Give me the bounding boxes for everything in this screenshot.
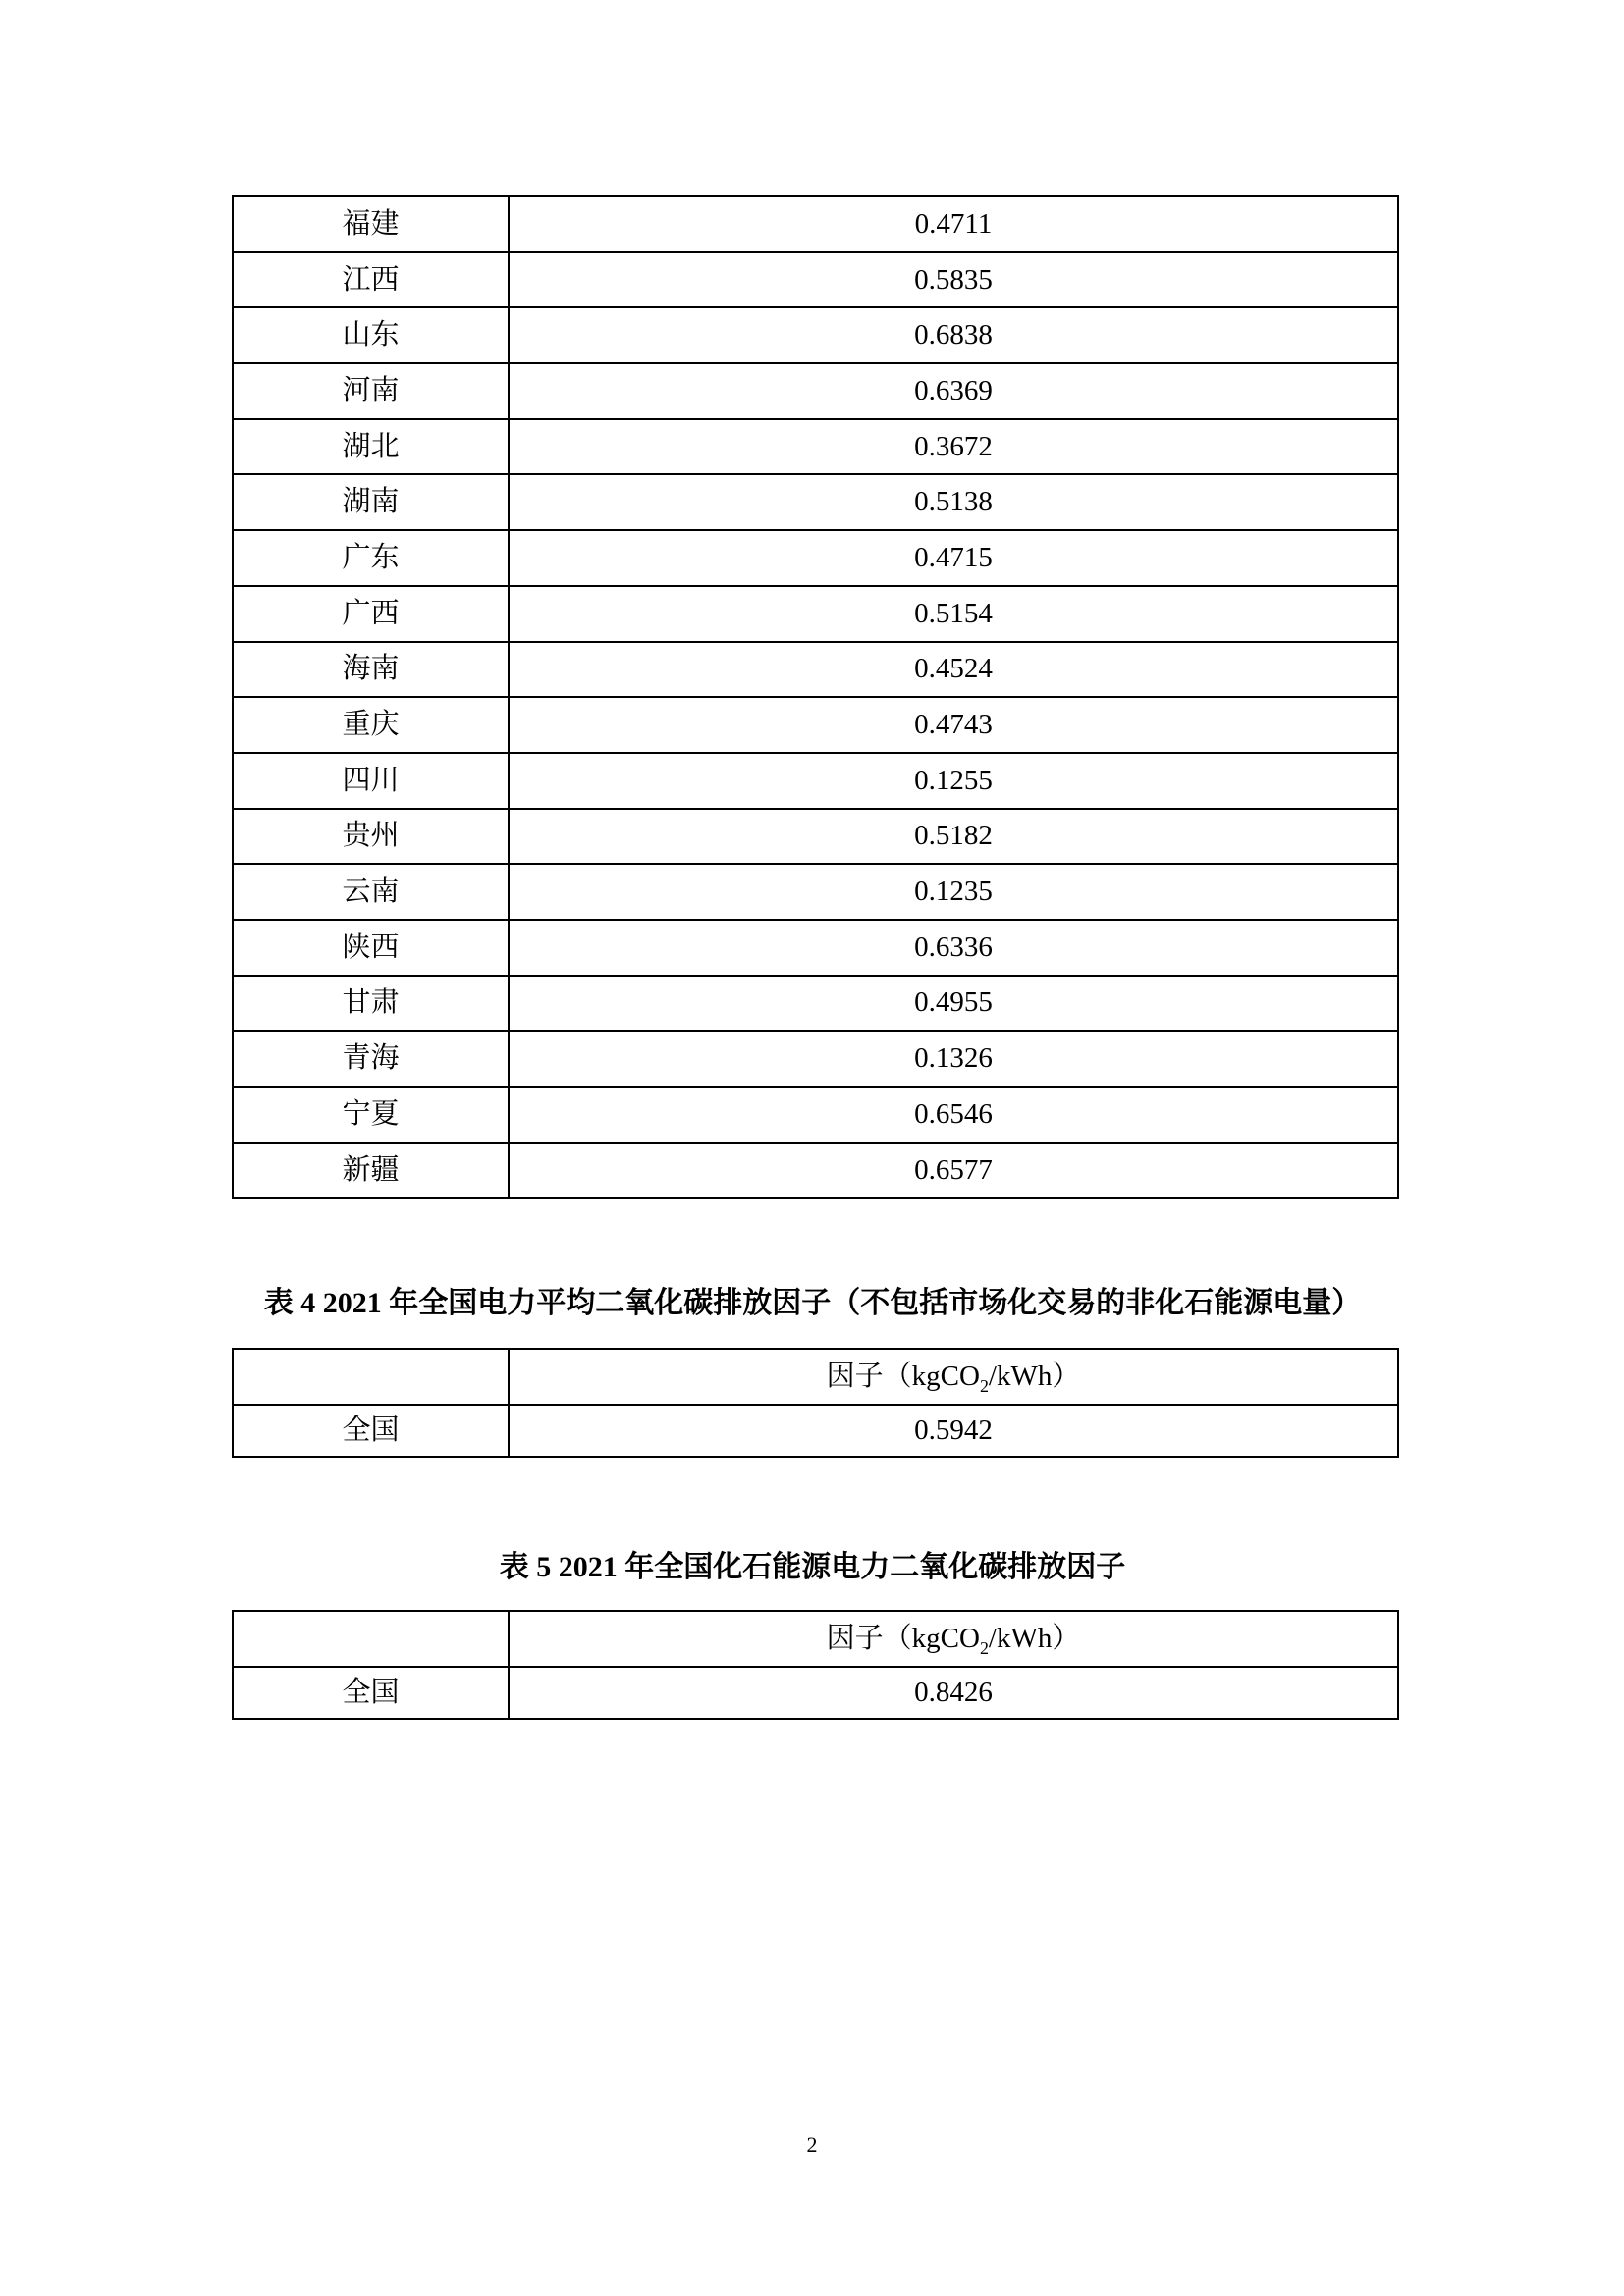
province-name: 新疆	[233, 1143, 509, 1199]
province-name: 江西	[233, 252, 509, 308]
factor-value: 0.4715	[509, 530, 1398, 586]
table-row	[233, 474, 1398, 530]
province-name: 广东	[233, 530, 509, 586]
factor-value: 0.4955	[509, 976, 1398, 1032]
table-row	[233, 920, 1398, 976]
factor-unit-header	[509, 1349, 1398, 1405]
factor-header-pre: 因子（kgCO	[826, 1623, 980, 1654]
factor-value: 0.4743	[509, 697, 1398, 753]
table-row	[233, 1667, 1398, 1719]
table-row	[233, 1405, 1398, 1457]
table-row	[233, 530, 1398, 586]
empty-corner-cell	[233, 1349, 509, 1405]
table-row	[233, 1087, 1398, 1143]
factor-header-post: /kWh）	[988, 1623, 1081, 1654]
factor-value: 0.6369	[509, 363, 1398, 419]
co2-subscript: 2	[979, 1375, 989, 1396]
table-row	[233, 252, 1398, 308]
province-name: 重庆	[233, 697, 509, 753]
province-name: 海南	[233, 642, 509, 698]
table-row	[233, 809, 1398, 865]
factor-value: 0.5154	[509, 586, 1398, 642]
factor-value: 0.5835	[509, 252, 1398, 308]
table-row	[233, 642, 1398, 698]
page-number: 2	[806, 2132, 818, 2157]
province-name: 湖北	[233, 419, 509, 475]
table-row	[233, 753, 1398, 809]
province-name: 甘肃	[233, 976, 509, 1032]
factor-value: 0.5138	[509, 474, 1398, 530]
table-row	[233, 697, 1398, 753]
table-row	[233, 864, 1398, 920]
table-row	[233, 363, 1398, 419]
factor-header-post: /kWh）	[988, 1361, 1081, 1392]
factor-value: 0.5182	[509, 809, 1398, 865]
factor-unit-header	[509, 1611, 1398, 1667]
table5-title: 表 5 2021 年全国化石能源电力二氧化碳排放因子	[499, 1551, 1126, 1583]
table-row	[233, 307, 1398, 363]
factor-value: 0.1235	[509, 864, 1398, 920]
co2-subscript: 2	[979, 1637, 989, 1658]
factor-value: 0.6838	[509, 307, 1398, 363]
table4-title: 表 4 2021 年全国电力平均二氧化碳排放因子（不包括市场化交易的非化石能源电量）	[263, 1287, 1362, 1319]
factor-value: 0.1326	[509, 1031, 1398, 1087]
province-name: 贵州	[233, 809, 509, 865]
province-name: 四川	[233, 753, 509, 809]
table-row	[233, 586, 1398, 642]
province-name: 陕西	[233, 920, 509, 976]
region-name: 全国	[233, 1667, 509, 1719]
table-row	[233, 976, 1398, 1032]
province-factor-table	[232, 195, 1399, 1199]
region-name: 全国	[233, 1405, 509, 1457]
factor-value: 0.3672	[509, 419, 1398, 475]
province-name: 山东	[233, 307, 509, 363]
table-row	[233, 196, 1398, 252]
factor-value: 0.6577	[509, 1143, 1398, 1199]
empty-corner-cell	[233, 1611, 509, 1667]
table-row	[233, 419, 1398, 475]
factor-value: 0.6546	[509, 1087, 1398, 1143]
province-name: 广西	[233, 586, 509, 642]
factor-value: 0.8426	[509, 1667, 1398, 1719]
factor-value: 0.1255	[509, 753, 1398, 809]
table-row	[233, 1143, 1398, 1199]
province-name: 河南	[233, 363, 509, 419]
province-name: 宁夏	[233, 1087, 509, 1143]
province-name: 青海	[233, 1031, 509, 1087]
table5-fossil-energy-table	[232, 1610, 1399, 1720]
province-name: 福建	[233, 196, 509, 252]
table-row	[233, 1031, 1398, 1087]
factor-value: 0.4711	[509, 196, 1398, 252]
table-header-row	[233, 1349, 1398, 1405]
factor-value: 0.5942	[509, 1405, 1398, 1457]
factor-header-pre: 因子（kgCO	[826, 1361, 980, 1392]
table4-national-average-table	[232, 1348, 1399, 1458]
province-name: 湖南	[233, 474, 509, 530]
factor-value: 0.4524	[509, 642, 1398, 698]
table-header-row	[233, 1611, 1398, 1667]
province-name: 云南	[233, 864, 509, 920]
factor-value: 0.6336	[509, 920, 1398, 976]
